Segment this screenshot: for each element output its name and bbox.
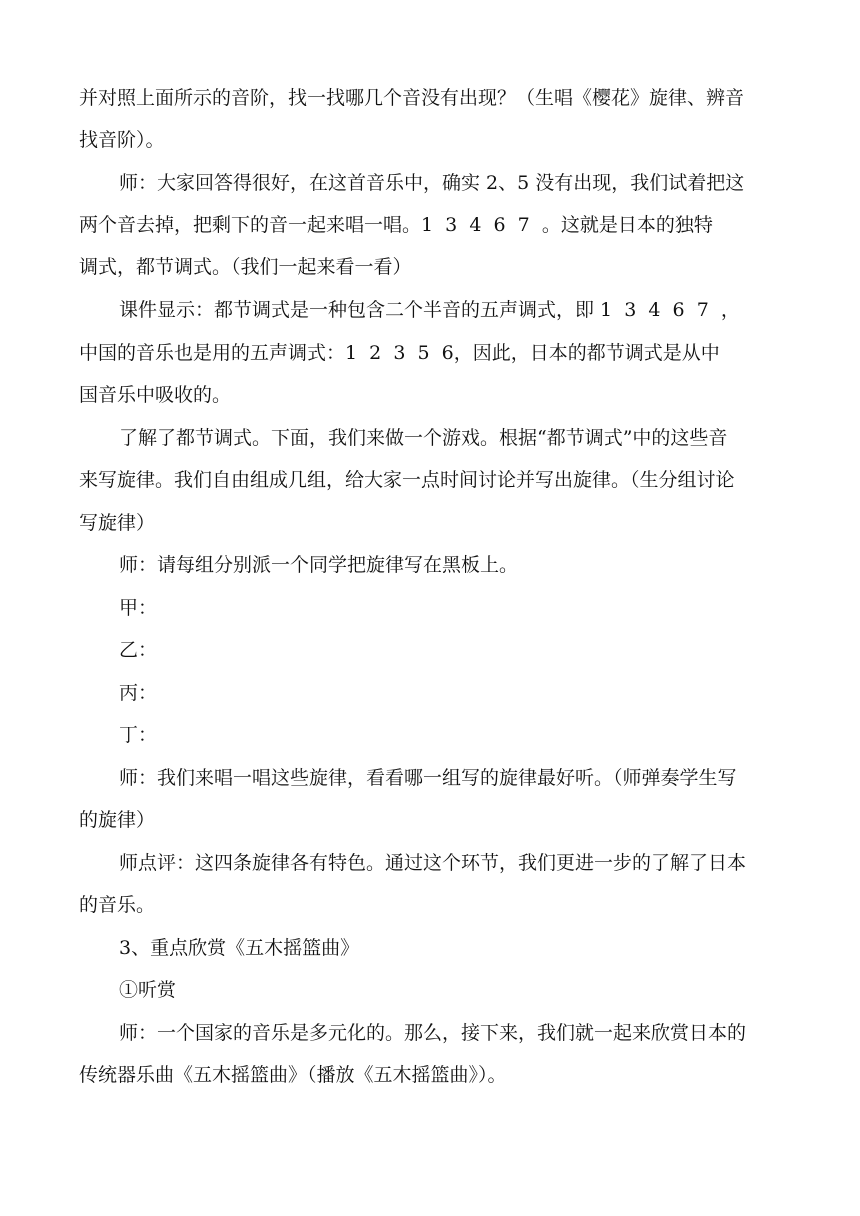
group-label-bing: 丙： (119, 682, 158, 704)
text-line: 找音阶）。 (79, 129, 165, 151)
group-label-jia: 甲： (119, 597, 158, 619)
text-line: 师：一个国家的音乐是多元化的。那么，接下来，我们就一起来欣赏日本的 (119, 1022, 747, 1044)
text-line: 了解了都节调式。下面，我们来做一个游戏。根据“都节调式”中的这些音 (119, 427, 728, 449)
subsection-heading: ①听赏 (119, 979, 177, 1001)
text-line: 国音乐中吸收的。 (79, 384, 232, 406)
text-line: 并对照上面所示的音阶，找一找哪几个音没有出现？（生唱《樱花》旋律、辨音 (79, 87, 745, 109)
text-line: 师点评：这四条旋律各有特色。通过这个环节，我们更进一步的了解了日本 (119, 852, 747, 874)
text-line: 的旋律） (79, 809, 156, 831)
text-line: 来写旋律。我们自由组成几组，给大家一点时间讨论并写出旋律。（生分组讨论 (79, 469, 735, 491)
text-line: 两个音去掉，把剩下的音一起来唱一唱。1 3 4 6 7 。这就是日本的独特 (79, 214, 713, 236)
group-label-ding: 丁： (119, 724, 158, 746)
text-line: 师：我们来唱一唱这些旋律，看看哪一组写的旋律最好听。（师弹奏学生写 (119, 767, 737, 789)
text-line: 调式，都节调式。（我们一起来看一看） (79, 256, 412, 278)
text-line: 师：大家回答得很好，在这首音乐中，确实 2、5 没有出现，我们试着把这 (119, 172, 745, 194)
text-line: 中国的音乐也是用的五声调式：1 2 3 5 6，因此，日本的都节调式是从中 (79, 342, 720, 364)
text-line: 传统器乐曲《五木摇篮曲》（播放《五木摇篮曲》）。 (79, 1064, 507, 1086)
text-line: 课件显示：都节调式是一种包含二个半音的五声调式，即 1 3 4 6 7 ， (119, 299, 740, 321)
text-line: 师：请每组分别派一个同学把旋律写在黑板上。 (119, 554, 519, 576)
group-label-yi: 乙： (119, 639, 158, 661)
text-line: 写旋律） (79, 512, 156, 534)
section-heading: 3、重点欣赏《五木摇篮曲》 (119, 937, 360, 959)
text-line: 的音乐。 (79, 894, 156, 916)
